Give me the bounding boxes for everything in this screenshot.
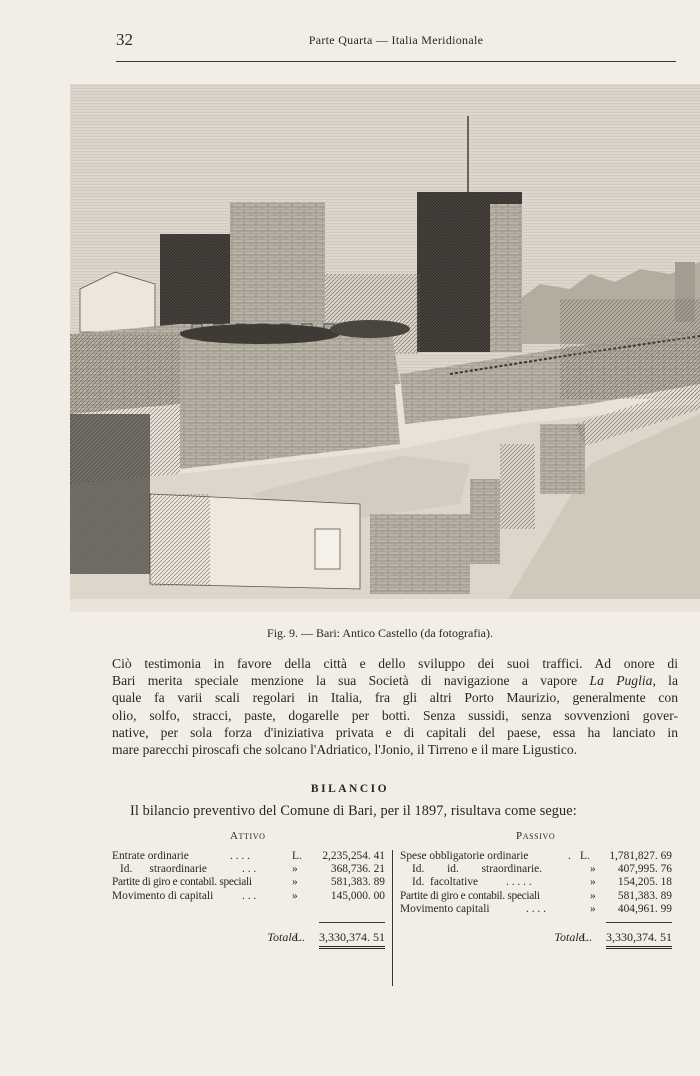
figure-caption: Fig. 9. — Bari: Antico Castello (da fotografia). [267, 626, 493, 640]
header-rule [116, 61, 676, 62]
total-value: 3,330,374. 51 [606, 930, 672, 949]
table-row [400, 876, 672, 889]
row-currency: L. [580, 850, 590, 862]
row-currency: » [590, 876, 596, 889]
row-dots: . . . . [230, 850, 250, 862]
total-currency: L. [294, 930, 305, 944]
row-value: 404,961. 99 [617, 902, 672, 915]
row-label: Movimento di capitali [112, 889, 214, 902]
total-value: 3,330,374. 51 [319, 930, 385, 949]
row-label: Spese obbligatorie ordinarie [400, 850, 529, 862]
table-row [112, 890, 385, 903]
paragraph-line: quale fa varii scali regolari in Italia, fra gli altri Porto Maurizio, generalmente con [112, 690, 678, 706]
attivo-sum-line [319, 922, 385, 923]
total-label: Totale [554, 930, 584, 944]
row-value: 368,736. 21 [330, 863, 385, 876]
row-currency: » [590, 863, 596, 876]
row-value: 154,205. 18 [617, 876, 672, 889]
row-value: 407,995. 76 [617, 863, 672, 876]
row-label: Movimento capitali [400, 902, 490, 915]
paragraph-line [112, 672, 678, 689]
total-label: Totale [267, 930, 297, 944]
row-currency: L. [292, 850, 302, 862]
row-label: Entrate ordinarie [112, 850, 189, 862]
paragraph-line: mare parecchi piroscafi che solcano l'Adriatico, l'Jonio, il Tirreno e il mare Ligustico. [112, 742, 578, 758]
row-value: 1,781,827. 69 [609, 850, 672, 862]
passivo-sum-line [606, 922, 672, 923]
paragraph-line-end: , la [652, 673, 678, 689]
attivo-table [112, 850, 385, 903]
row-dots: . [568, 850, 571, 862]
row-label: Id. id. straordinarie. [412, 863, 543, 876]
row-value: 2,235,254. 41 [322, 850, 385, 862]
column-divider [392, 850, 393, 986]
row-dots: . . . [242, 889, 257, 902]
paragraph-line-text: Bari merita speciale menzione la sua Società di navigazione a vapore [112, 673, 590, 689]
row-currency: » [590, 889, 596, 902]
body-paragraph [112, 655, 678, 758]
row-dots: . . . . . [506, 876, 532, 889]
section-title: BILANCIO [310, 783, 390, 795]
page-header [116, 30, 676, 54]
running-head: Parte Quarta — Italia Meridionale [308, 33, 484, 47]
row-currency: » [292, 863, 298, 876]
row-currency: » [590, 902, 596, 915]
total-currency: L. [581, 930, 592, 944]
row-dots: . . . . [526, 902, 546, 915]
castle-illustration [70, 84, 700, 612]
paragraph-line: olio, solfo, stracci, paste, dogarelle per botti. Senza sussidi, senza sovvenzioni gover- [112, 707, 678, 723]
row-currency: » [292, 889, 298, 902]
row-label: Partite di giro e contabil. speciali [400, 889, 540, 902]
passivo-table [400, 850, 672, 916]
row-label: Id. facoltative [412, 876, 479, 889]
table-row [112, 850, 385, 863]
table-row [400, 890, 672, 903]
table-row [112, 863, 385, 876]
row-value: 581,383. 89 [330, 876, 385, 889]
row-dots: . . . [242, 863, 257, 876]
table-row [400, 863, 672, 876]
row-currency: » [292, 876, 298, 889]
row-label: Partite di giro e contabil. speciali [112, 876, 252, 889]
table-row [400, 903, 672, 916]
paragraph-line: Ciò testimonia in favore della città e dello sviluppo dei suoi traffici. Ad onore di [112, 656, 678, 671]
company-name: La Puglia [589, 673, 653, 689]
paragraph-line: native, per sola forza d'iniziativa privata e di capitali del paese, essa ha lanciato in [112, 724, 678, 740]
bilancio-intro: Il bilancio preventivo del Comune di Bari, per il 1897, risultava come segue: [130, 803, 577, 819]
row-label: Id. straordinarie [120, 863, 207, 876]
table-row [112, 876, 385, 889]
attivo-heading: Attivo [230, 830, 266, 842]
passivo-heading: Passivo [516, 830, 556, 842]
page-number: 32 [116, 30, 133, 49]
row-value: 581,383. 89 [617, 889, 672, 902]
castle-engraving [70, 84, 700, 612]
table-row [400, 850, 672, 863]
row-value: 145,000. 00 [330, 889, 385, 902]
